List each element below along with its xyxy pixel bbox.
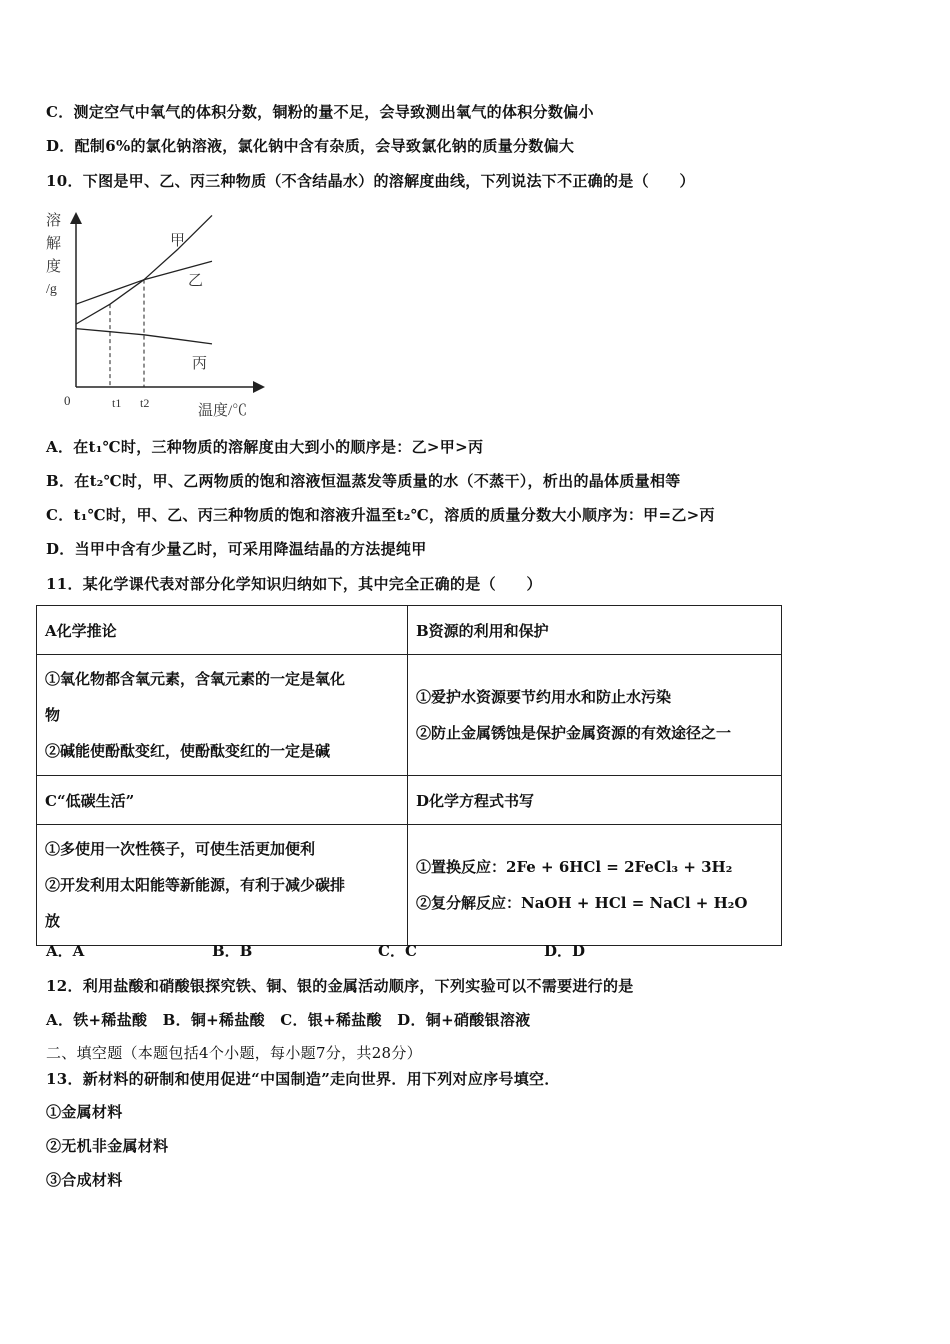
q13-item-3: ③合成材料 — [46, 1171, 123, 1189]
cell-c-body — [37, 825, 408, 946]
q9-option-d: D．配制6%的氯化钠溶液，氯化钠中含有杂质，会导致氯化钠的质量分数偏大 — [46, 137, 575, 155]
y-label-3: 度 — [46, 259, 62, 275]
q10-option-b: B．在t₂℃时，甲、乙两物质的饱和溶液恒温蒸发等质量的水（不蒸干），析出的晶体质量相等 — [46, 472, 681, 490]
c-line-3: 放 — [45, 912, 61, 930]
a-line-2: 物 — [45, 706, 61, 724]
q10-option-a: A．在t₁℃时，三种物质的溶解度由大到小的顺序是：乙>甲>丙 — [46, 438, 484, 456]
q13-stem: 13．新材料的研制和使用促进“中国制造”走向世界．用下列对应序号填空． — [46, 1070, 560, 1088]
q11-stem: 11．某化学课代表对部分化学知识归纳如下，其中完全正确的是（ ） — [46, 575, 542, 593]
x-axis-label: 温度/℃ — [198, 403, 248, 419]
c-line-2: ②开发利用太阳能等新能源，有利于减少碳排 — [45, 876, 346, 894]
cell-c-head: C“低碳生活” — [37, 776, 408, 825]
label-bing: 丙 — [192, 356, 208, 372]
cell-b-body — [408, 655, 782, 776]
cell-d-body — [408, 825, 782, 946]
b-line-1: ①爱护水资源要节约用水和防止水污染 — [416, 688, 672, 706]
q10-option-c: C．t₁℃时，甲、乙、丙三种物质的饱和溶液升温至t₂℃，溶质的质量分数大小顺序为：甲=乙>丙 — [46, 506, 715, 524]
q11-options — [46, 940, 710, 961]
q11-option-d: D．D — [544, 942, 586, 960]
tick-t1: t1 — [112, 396, 122, 410]
cell-a-body — [37, 655, 408, 776]
q11-option-c: C．C — [378, 942, 417, 960]
q12-options: A．铁+稀盐酸 B．铜+稀盐酸 C．银+稀盐酸 D．铜+硝酸银溶液 — [46, 1011, 531, 1029]
q10-option-d: D．当甲中含有少量乙时，可采用降温结晶的方法提纯甲 — [46, 540, 427, 558]
y-label-1: 溶 — [46, 213, 62, 229]
origin-label: 0 — [64, 393, 71, 408]
b-line-2: ②防止金属锈蚀是保护金属资源的有效途径之一 — [416, 724, 732, 742]
knowledge-table — [36, 605, 782, 946]
q9-option-c: C．测定空气中氧气的体积分数，铜粉的量不足，会导致测出氧气的体积分数偏小 — [46, 103, 594, 121]
tick-t2: t2 — [140, 396, 150, 410]
section-2-heading: 二、填空题（本题包括4个小题，每小题7分，共28分） — [46, 1044, 422, 1062]
y-label-2: 解 — [46, 236, 62, 252]
d-line-1: ①置换反应：2Fe + 6HCl = 2FeCl₃ + 3H₂ — [416, 858, 733, 876]
q12-stem: 12．利用盐酸和硝酸银探究铁、铜、银的金属活动顺序，下列实验可以不需要进行的是 — [46, 977, 634, 995]
q10-stem: 10．下图是甲、乙、丙三种物质（不含结晶水）的溶解度曲线，下列说法下不正确的是（ ） — [46, 172, 695, 190]
y-label-4: /g — [46, 282, 57, 297]
label-yi: 乙 — [188, 273, 204, 289]
c-line-1: ①多使用一次性筷子，可使生活更加便利 — [45, 840, 316, 858]
q13-item-2: ②无机非金属材料 — [46, 1137, 169, 1155]
cell-b-head: B资源的利用和保护 — [408, 606, 782, 655]
solubility-chart — [40, 205, 280, 425]
q11-option-b: B．B — [212, 942, 253, 960]
q11-option-a: A．A — [46, 942, 85, 960]
a-line-3: ②碱能使酚酞变红，使酚酞变红的一定是碱 — [45, 742, 331, 760]
cell-d-head: D化学方程式书写 — [408, 776, 782, 825]
a-line-1: ①氧化物都含氧元素，含氧元素的一定是氧化 — [45, 670, 346, 688]
d-line-2: ②复分解反应：NaOH + HCl = NaCl + H₂O — [416, 894, 748, 912]
label-jia: 甲 — [170, 233, 186, 249]
cell-a-head: A化学推论 — [37, 606, 408, 655]
q13-item-1: ①金属材料 — [46, 1103, 123, 1121]
